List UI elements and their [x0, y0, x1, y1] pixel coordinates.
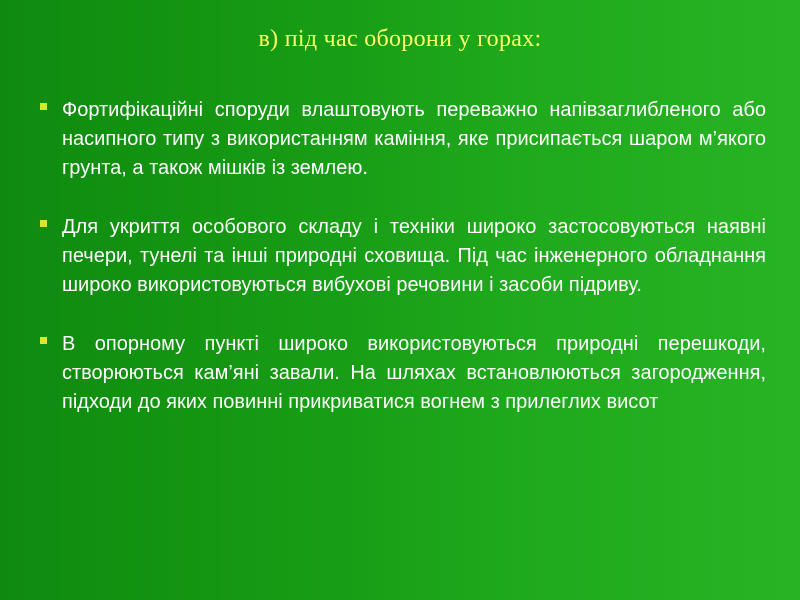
bullet-item — [38, 96, 766, 183]
bullet-marker-icon — [40, 220, 47, 227]
bullet-text: В опорному пункті широко використовуються природні перешкоди, створюються кам’яні завали. На шляхах встановлюються загородження, підходи до яких повинні прикриватися вогнем з прилеглих висот — [62, 333, 766, 413]
slide-title: в) під час оборони у горах: — [258, 26, 542, 52]
bullet-list — [38, 96, 766, 447]
bullet-item — [38, 213, 766, 300]
bullet-item — [38, 330, 766, 417]
bullet-marker-icon — [40, 103, 47, 110]
bullet-marker-icon — [40, 337, 47, 344]
bullet-text: Фортифікаційні споруди влаштовують переважно напівзаглибленого або насипного типу з використанням каміння, яке присипається шаром м’якого грунта, а також мішків із землею. — [62, 99, 766, 179]
bullet-text: Для укриття особового складу і техніки широко застосовуються наявні печери, тунелі та інші природні сховища. Під час інженерного обладнання широко використовуються вибухові речовини і засоби підриву. — [62, 216, 766, 296]
